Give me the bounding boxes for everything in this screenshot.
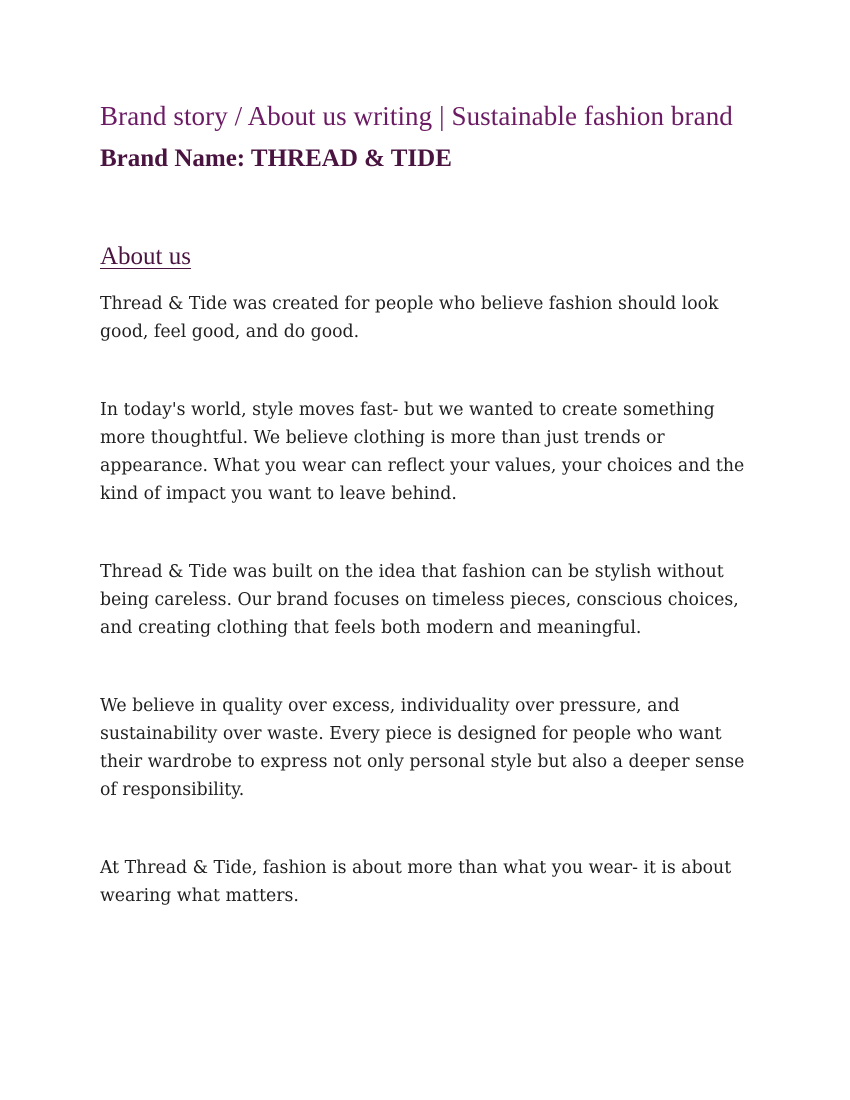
paragraph-values: In today's world, style moves fast- but we wanted to create something more thoughtful. We believe clothing is more than just trends or appearance. What you wear can reflect your values, your choices and the kind of impact you want to leave behind.: [100, 400, 745, 504]
paragraph-intro: Thread & Tide was created for people who believe fashion should look good, feel good, and do good.: [100, 294, 719, 342]
paragraph-beliefs: We believe in quality over excess, individuality over pressure, and sustainability over waste. Every piece is designed for people who want their wardrobe to express not only personal style but also a deeper sense of responsibility.: [100, 696, 745, 800]
document-body: [100, 96, 760, 910]
brand-name-heading: Brand Name: THREAD & TIDE: [100, 145, 452, 172]
about-us-heading: About us: [100, 243, 191, 270]
paragraph-closing: At Thread & Tide, fashion is about more than what you wear- it is about wearing what matters.: [100, 858, 732, 906]
paragraph-mission: Thread & Tide was built on the idea that fashion can be stylish without being careless. Our brand focuses on timeless pieces, conscious choices, and creating clothing that feels both modern and meaningful.: [100, 562, 739, 638]
document-title: Brand story / About us writing | Sustainable fashion brand: [100, 101, 733, 131]
